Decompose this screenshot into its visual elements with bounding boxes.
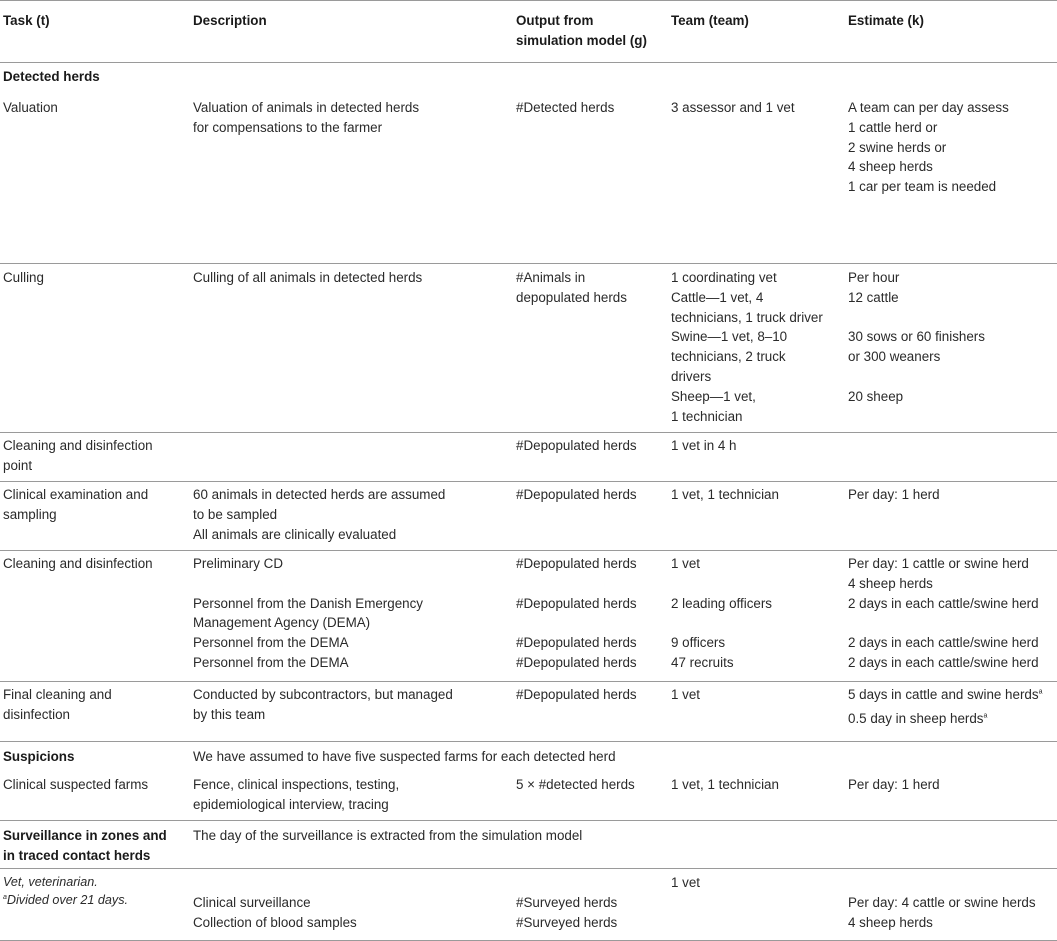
output-cell: #Detected herds [516,100,615,115]
output-cell: #Depopulated herds [516,438,637,453]
table-row-surveillance [0,869,1057,941]
header-output: Output from simulation model (g) [516,13,647,48]
estimate-cell: A team can per day assess 1 cattle herd or 2 swine herds or 4 sheep herds 1 car per team is needed [848,100,1009,195]
estimate-cell: Per day: 4 cattle or swine herds 4 sheep herds [848,894,1036,930]
output-cell: #Depopulated herds [516,687,637,702]
description-cell: Fence, clinical inspections, testing, epidemiological interview, tracing [193,777,400,812]
team-cell: 1 vet, 1 technician [671,777,779,792]
header-team: Team (team) [671,13,749,28]
description-cell: Preliminary CD Personnel from the Danish Emergency Management Agency (DEMA) Personnel from the DEMA Personnel from the DEMA [193,556,423,670]
team-cell: 1 vet [671,875,701,890]
table-row-clinical-suspected [0,772,1057,821]
output-cell: #Depopulated herds [516,487,637,502]
table-row-cleaning-disinfection [0,551,1057,682]
header-estimate: Estimate (k) [848,13,924,28]
description-cell: Clinical surveillance Collection of blood samples [193,894,357,930]
team-cell: 1 vet [671,687,701,702]
output-cell: #Animals in depopulated herds [516,270,627,305]
table-header [0,0,1057,63]
header-description: Description [193,13,267,28]
output-cell: 5 × #detected herds [516,777,635,792]
task-cell: Cleaning and disinfection [3,556,153,571]
estimate-cell: Per day: 1 cattle or swine herd 4 sheep herds 2 days in each cattle/swine herd 2 days in each cattle/swine herd 2 days in each cattle/swine herd [848,556,1039,670]
footnote-vet: Vet, veterinarian. [3,875,98,889]
task-cell: Clinical suspected farms [3,777,149,792]
footnote-mark: a [1038,688,1043,696]
section-suspicions [0,742,1057,772]
section-note: We have assumed to have five suspected farms for each detected herd [193,749,616,764]
team-cell: 1 coordinating vet Cattle—1 vet, 4 technicians, 1 truck driver Swine—1 vet, 8–10 technicians, 2 truck drivers Sheep—1 vet, 1 technician [671,270,823,424]
output-cell: #Surveyed herds #Surveyed herds [516,894,618,930]
estimate-cell: 5 days in cattle and swine herds$^a$ 0.5 day in sheep herds$^a$ [848,687,1043,726]
section-title: Suspicions [3,749,75,764]
table-row-valuation [0,95,1057,264]
estimate-cell: Per hour 12 cattle 30 sows or 60 finishers or 300 weaners 20 sheep [848,270,985,404]
table-row-clinical-examination [0,482,1057,551]
task-cell: Valuation [3,100,58,115]
team-cell: 1 vet, 1 technician [671,487,779,502]
task-cell: Culling [3,270,44,285]
description-cell: Conducted by subcontractors, but managed by this team [193,687,453,722]
header-task: Task (t) [3,13,50,28]
description-cell: 60 animals in detected herds are assumed to be sampled All animals are clinically evaluated [193,487,446,542]
table-row-cleaning-point [0,433,1057,482]
description-cell: Valuation of animals in detected herds for compensations to the farmer [193,100,420,135]
section-detected-herds [0,63,1057,95]
team-cell: 3 assessor and 1 vet [671,100,795,115]
section-title: Surveillance in zones and in traced contact herds [3,828,167,863]
team-cell: 1 vet in 4 h [671,438,737,453]
task-cell: Clinical examination and sampling [3,487,149,522]
table-row-final-cleaning [0,682,1057,742]
footnote-divided: $^a$Divided over 21 days. [3,893,129,907]
section-title: Detected herds [3,69,100,84]
description-cell: Culling of all animals in detected herds [193,270,423,285]
section-note: The day of the surveillance is extracted from the simulation model [193,828,583,843]
task-cell: Cleaning and disinfection point [3,438,153,473]
estimate-cell: Per day: 1 herd [848,487,940,502]
estimate-cell: Per day: 1 herd [848,777,940,792]
task-cell: Final cleaning and disinfection [3,687,112,722]
section-surveillance [0,821,1057,869]
footnote-mark: a [983,712,988,720]
table-row-culling [0,264,1057,433]
output-cell: #Depopulated herds #Depopulated herds #Depopulated herds #Depopulated herds [516,556,637,670]
team-cell: 1 vet 2 leading officers 9 officers 47 recruits [671,556,772,670]
